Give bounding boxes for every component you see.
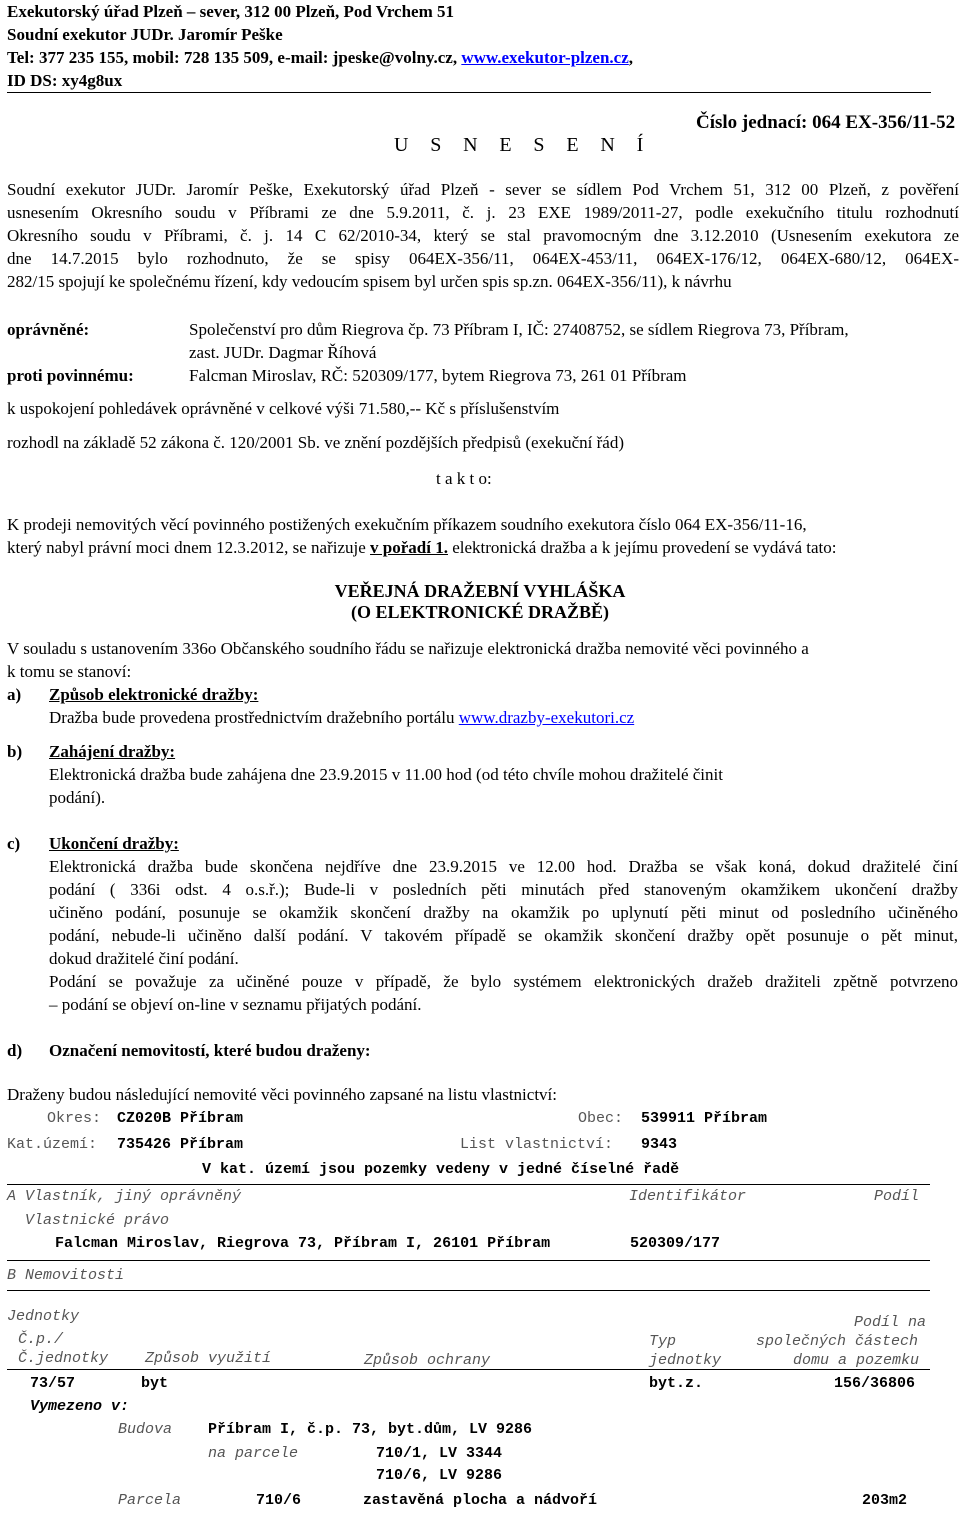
section-c-line: Podání se považuje za učiněné pouze v případě, že bylo systémem elektronických dražeb dražiteli zpětně potvrzeno <box>49 972 958 991</box>
type-header: Typ <box>649 1333 677 1350</box>
parcel-2: 710/6, LV 9286 <box>376 1467 503 1484</box>
on-parcel-label: na parcele <box>208 1445 299 1462</box>
contact-line <box>7 46 633 69</box>
law-line-1: V souladu s ustanovením 336o Občanského soudního řádu se nařizuje elektronická dražba nemovité věci povinného a <box>7 639 809 658</box>
defined-in: Vymezeno v: <box>30 1398 130 1415</box>
section-c-line: – podání se objeví on-line v seznamu přijatých podání. <box>49 995 422 1014</box>
intro-line: Okresního soudu v Příbrami, č. j. 14 C 62/2010-34, který se stal pravomocným dne 3.12.2010 (Usnesením exekutora ze <box>7 226 959 245</box>
section-a-text <box>49 706 634 729</box>
okres-label: Okres: <box>47 1110 102 1127</box>
section-c-line: dokud dražitelé činí podání. <box>49 949 239 968</box>
office-name: Exekutorský úřad Plzeň – sever, 312 00 Plzeň, Pod Vrchem 51 <box>7 2 455 21</box>
share-header-3: domu a pozemku <box>793 1352 920 1369</box>
header-rule <box>7 92 931 93</box>
executor-name: Soudní exekutor JUDr. Jaromír Peške <box>7 25 283 44</box>
parcela-description: zastavěná plocha a nádvoří <box>363 1492 598 1509</box>
parcela-label: Parcela <box>118 1492 182 1509</box>
unit-number: 73/57 <box>30 1375 76 1392</box>
owner-id: 520309/177 <box>630 1235 721 1252</box>
website-link[interactable]: www.exekutor-plzen.cz <box>461 48 629 67</box>
intro-line: 282/15 spojují ke společnému řízení, kdy vedoucím spisem byl určen spis sp.zn. 064EX-356/11), k návrhu <box>7 272 732 291</box>
section-b-title: Zahájení dražby: <box>49 742 176 761</box>
intro-paragraph <box>7 178 959 293</box>
decision-line-2 <box>7 536 836 559</box>
use-header: Způsob využití <box>145 1350 272 1367</box>
section-a-title: Způsob elektronické dražby: <box>49 685 259 704</box>
podil-header: Podíl <box>874 1188 920 1205</box>
document-title: U S N E S E N Í <box>394 134 652 156</box>
takto: t a k t o: <box>436 469 492 488</box>
unit-type: byt.z. <box>649 1375 704 1392</box>
intro-line: usnesením Okresního soudu v Příbrami ze dne 5.9.2011, č. j. 23 EXE 1989/2011-27, podle exekučního titulu rozhodnutí <box>7 203 959 222</box>
parcela-number: 710/6 <box>256 1492 302 1509</box>
section-a-body: Dražba bude provedena prostřednictvím dražebního portálu <box>49 708 459 727</box>
cadastre-separator <box>7 1369 930 1370</box>
section-b-letter: b) <box>7 742 23 761</box>
katuzemi-label: Kat.území: <box>7 1136 98 1153</box>
cadastre-note: V kat. území jsou pozemky vedeny v jedné číselné řadě <box>202 1161 680 1178</box>
intro-line: dne 14.7.2015 bylo rozhodnuto, že se spisy 064EX-356/11, 064EX-453/11, 064EX-176/12, 064EX-680/12, 064EX- <box>7 249 959 268</box>
data-box-id: ID DS: xy4g8ux <box>7 71 123 90</box>
decision-text: který nabyl právní moci dnem 12.3.2012, se nařizuje <box>7 538 371 557</box>
obliged-value: Falcman Miroslav, RČ: 520309/177, bytem Riegrova 73, 261 01 Příbram <box>189 366 687 385</box>
lv-label: List vlastnictví: <box>460 1136 614 1153</box>
share-header-1: Podíl na <box>854 1314 927 1331</box>
section-c-line: podání ( 336i odst. 4 o.s.ř.); Bude-li v posledních pěti minutách před stanoveným okamžikem ukončení dražby <box>49 880 958 899</box>
owner-name: Falcman Miroslav, Riegrova 73, Příbram I, 26101 Příbram <box>55 1235 551 1252</box>
section-b-header: B Nemovitosti <box>7 1267 125 1284</box>
parcel-1: 710/1, LV 3344 <box>376 1445 503 1462</box>
section-b-text-1: Elektronická dražba bude zahájena dne 23.9.2015 v 11.00 hod (od této chvíle mohou dražitelé činit <box>49 765 723 784</box>
section-a-header: A Vlastník, jiný oprávněný <box>7 1188 242 1205</box>
contact-comma: , <box>628 48 634 67</box>
units-header: Jednotky <box>7 1308 80 1325</box>
lv-value: 9343 <box>641 1136 678 1153</box>
katuzemi-value: 735426 Příbram <box>117 1136 244 1153</box>
case-number: Číslo jednací: 064 EX-356/11-52 <box>696 112 956 133</box>
section-c-line: podání, nebude-li učiněno další podání. V takovém případě se okamžik skončení dražby opět posunuje o pět minut, <box>49 926 958 945</box>
section-c-text <box>49 855 958 1016</box>
parcela-area: 203m2 <box>862 1492 908 1509</box>
building-label: Budova <box>118 1421 173 1438</box>
cadastre-separator <box>7 1260 930 1261</box>
entitled-value: Společenství pro dům Riegrova čp. 73 Příbram I, IČ: 27408752, se sídlem Riegrova 73, Příbram, <box>189 320 849 339</box>
section-a-letter: a) <box>7 685 22 704</box>
building-value: Příbram I, č.p. 73, byt.dům, LV 9286 <box>208 1421 533 1438</box>
claim-line: k uspokojení pohledávek oprávněné v celkové výši 71.580,-- Kč s příslušenstvím <box>7 399 560 418</box>
cadastre-separator <box>7 1290 930 1291</box>
unit-type-header: jednotky <box>649 1352 722 1369</box>
auction-order: v pořadí 1. <box>370 538 448 557</box>
cadastre-separator <box>7 1184 930 1185</box>
obec-label: Obec: <box>578 1110 624 1127</box>
listing-intro: Draženy budou následující nemovité věci povinného zapsané na listu vlastnictví: <box>7 1085 557 1104</box>
entitled-label: oprávněné: <box>7 320 90 339</box>
decided-line: rozhodl na základě 52 zákona č. 120/2001 Sb. ve znění pozdějších předpisů (exekuční řád) <box>7 433 624 452</box>
cp-header: Č.p./ <box>18 1331 64 1348</box>
law-line-2: k tomu se stanoví: <box>7 662 132 681</box>
protection-header: Způsob ochrany <box>364 1352 491 1369</box>
intro-line: Soudní exekutor JUDr. Jaromír Peške, Exekutorský úřad Plzeň - sever se sídlem Pod Vrchem 51, 312 00 Plzeň, z pověření <box>7 180 959 199</box>
section-c-title: Ukončení dražby: <box>49 834 179 853</box>
entitled-representative: zast. JUDr. Dagmar Říhová <box>189 343 377 362</box>
ownership-right: Vlastnické právo <box>25 1212 170 1229</box>
section-d-title: Označení nemovitostí, které budou draženy: <box>49 1041 371 1060</box>
section-d-letter: d) <box>7 1041 23 1060</box>
share-header-2: společných částech <box>756 1333 919 1350</box>
auction-portal-link[interactable]: www.drazby-exekutori.cz <box>458 708 635 727</box>
decision-text-end: elektronická dražba a k jejímu provedení se vydává tato: <box>447 538 837 557</box>
obliged-label: proti povinnému: <box>7 366 134 385</box>
section-c-line: Elektronická dražba bude skončena nejdříve dne 23.9.2015 ve 12.00 hod. Dražba se však koná, dokud dražitelé činí <box>49 857 958 876</box>
auction-title: VEŘEJNÁ DRAŽEBNÍ VYHLÁŠKA <box>334 581 626 601</box>
decision-line-1: K prodeji nemovitých věcí povinného postižených exekučním příkazem soudního exekutora číslo 064 EX-356/11-16, <box>7 515 807 534</box>
okres-value: CZ020B Příbram <box>117 1110 244 1127</box>
section-c-line: učiněno podání, posunuje se okamžik skončení dražby na okamžik po uplynutí pěti minut od posledního učiněného <box>49 903 958 922</box>
unit-use: byt <box>141 1375 169 1392</box>
unit-no-header: Č.jednotky <box>18 1350 109 1367</box>
obec-value: 539911 Příbram <box>641 1110 768 1127</box>
unit-share: 156/36806 <box>834 1375 916 1392</box>
contact-text: Tel: 377 235 155, mobil: 728 135 509, e-mail: jpeske@volny.cz, <box>7 48 458 67</box>
section-c-letter: c) <box>7 834 21 853</box>
auction-subtitle: (O ELEKTRONICKÉ DRAŽBĚ) <box>350 602 610 622</box>
identifikator-header: Identifikátor <box>629 1188 747 1205</box>
section-b-text-2: podání). <box>49 788 106 807</box>
